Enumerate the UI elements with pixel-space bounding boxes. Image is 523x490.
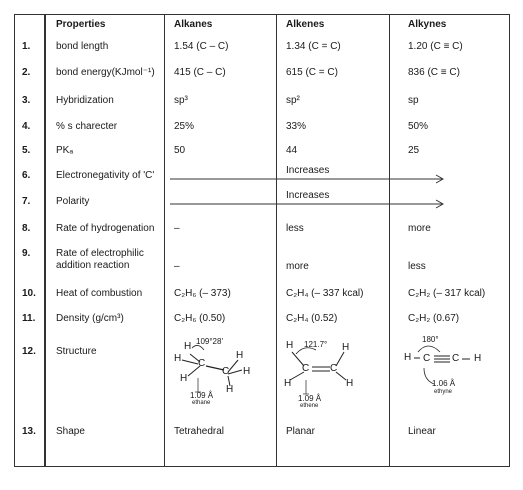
table-right-border (509, 14, 510, 467)
header-alkenes: Alkenes (286, 19, 325, 30)
property-label-line-2: addition reaction (56, 260, 130, 271)
alkyne-value: less (408, 261, 426, 272)
header-alkanes: Alkanes (174, 19, 213, 30)
alkene-value: sp² (286, 95, 300, 106)
ethene-structure (282, 336, 382, 416)
carbon-atom: C (302, 363, 310, 374)
hydrogen-atom: H (236, 350, 244, 361)
alkene-value: 615 (C = C) (286, 67, 338, 78)
molecule-name: ethene (300, 403, 319, 409)
property-label: Polarity (56, 196, 90, 207)
hydrogen-atom: H (404, 352, 412, 363)
property-label: Shape (56, 426, 85, 437)
bond-angle-label: 180° (422, 335, 439, 344)
alkene-value: 1.34 (C = C) (286, 41, 341, 52)
alkene-value: C₂H₄ (– 337 kcal) (286, 288, 364, 299)
hydrogen-atom: H (284, 378, 292, 389)
hydrogen-atom: H (174, 353, 182, 364)
carbon-atom: C (423, 353, 431, 364)
alkane-value: 50 (174, 145, 186, 156)
property-label: PKₐ (56, 145, 74, 156)
bond-length-label: 1.09 Å (298, 394, 322, 403)
alkyne-value: 836 (C ≡ C) (408, 67, 460, 78)
alkene-value: less (286, 223, 304, 234)
hydrogen-atom: H (243, 366, 251, 377)
property-label: Electronegativity of 'C' (56, 170, 155, 181)
property-label-line-1: Rate of electrophilic (56, 248, 144, 259)
alkyne-value: 50% (408, 121, 429, 132)
alkene-value: 33% (286, 121, 307, 132)
alkyne-value: sp (408, 95, 419, 106)
row-number: 11. (22, 313, 36, 324)
alkyne-value: C₂H₂ (– 317 kcal) (408, 288, 486, 299)
table-top-border (14, 14, 510, 15)
property-label: Density (g/cm³) (56, 313, 124, 324)
table-bottom-border (14, 466, 510, 467)
row-number: 8. (22, 223, 31, 234)
row-number: 2. (22, 67, 31, 78)
alkyne-value: C₂H₂ (0.67) (408, 313, 460, 324)
increasing-trend-arrow (170, 199, 448, 209)
alkane-value: Tetrahedral (174, 426, 225, 437)
column-divider-alkanes (164, 14, 165, 467)
column-divider-number (44, 14, 46, 467)
alkane-value: C₂H₆ (– 373) (174, 288, 231, 299)
alkane-value: 1.54 (C – C) (174, 41, 229, 52)
carbon-atom: C (222, 366, 230, 377)
hydrogen-atom: H (474, 353, 482, 364)
hydrogen-atom: H (226, 384, 234, 395)
alkyne-value: 25 (408, 145, 420, 156)
row-number: 3. (22, 95, 31, 106)
bond-angle-label: 109°28' (196, 337, 223, 346)
alkane-value: sp³ (174, 95, 188, 106)
table-left-border (14, 14, 15, 467)
alkene-value: more (286, 261, 309, 272)
ethyne-structure (398, 332, 506, 412)
alkane-value: 25% (174, 121, 195, 132)
increasing-trend-arrow (170, 174, 448, 184)
row-number: 7. (22, 196, 31, 207)
row-number: 5. (22, 145, 31, 156)
property-label: Structure (56, 346, 97, 357)
alkane-value: – (174, 261, 180, 272)
property-label: % s charecter (56, 121, 118, 132)
row-number: 12. (22, 346, 36, 357)
property-label: bond length (56, 41, 109, 52)
alkane-value: – (174, 223, 180, 234)
alkane-value: 415 (C – C) (174, 67, 226, 78)
hydrogen-atom: H (342, 342, 350, 353)
ethane-structure (168, 336, 268, 412)
carbon-atom: C (330, 363, 338, 374)
alkyne-value: 1.20 (C ≡ C) (408, 41, 463, 52)
row-number: 1. (22, 41, 31, 52)
carbon-atom: C (452, 353, 460, 364)
row-number: 4. (22, 121, 31, 132)
property-label: bond energy(KJmol⁻¹) (56, 67, 155, 78)
trend-label: Increases (286, 190, 330, 201)
molecule-name: ethyne (434, 389, 453, 395)
hydrogen-atom: H (180, 373, 188, 384)
bond-angle-label: 121.7° (304, 340, 328, 349)
bond-length-label: 1.09 Å (190, 391, 214, 400)
header-alkynes: Alkynes (408, 19, 447, 30)
header-properties: Properties (56, 19, 106, 30)
alkene-value: Planar (286, 426, 315, 437)
property-label: Heat of combustion (56, 288, 143, 299)
property-label: Rate of hydrogenation (56, 223, 155, 234)
alkene-value: C₂H₄ (0.52) (286, 313, 338, 324)
row-number: 9. (22, 248, 31, 259)
carbon-atom: C (198, 358, 206, 369)
molecule-name: ethane (192, 400, 211, 406)
alkyne-value: Linear (408, 426, 436, 437)
row-number: 6. (22, 170, 31, 181)
bond-length-label: 1.06 Å (432, 379, 456, 388)
hydrogen-atom: H (286, 340, 294, 351)
row-number: 13. (22, 426, 36, 437)
alkane-value: C₂H₆ (0.50) (174, 313, 226, 324)
hydrogen-atom: H (346, 378, 354, 389)
alkyne-value: more (408, 223, 431, 234)
column-divider-alkenes (276, 14, 277, 467)
row-number: 10. (22, 288, 36, 299)
column-divider-alkynes (389, 14, 390, 467)
trend-label: Increases (286, 165, 330, 176)
property-label: Hybridization (56, 95, 114, 106)
alkene-value: 44 (286, 145, 298, 156)
hydrogen-atom: H (184, 341, 192, 352)
